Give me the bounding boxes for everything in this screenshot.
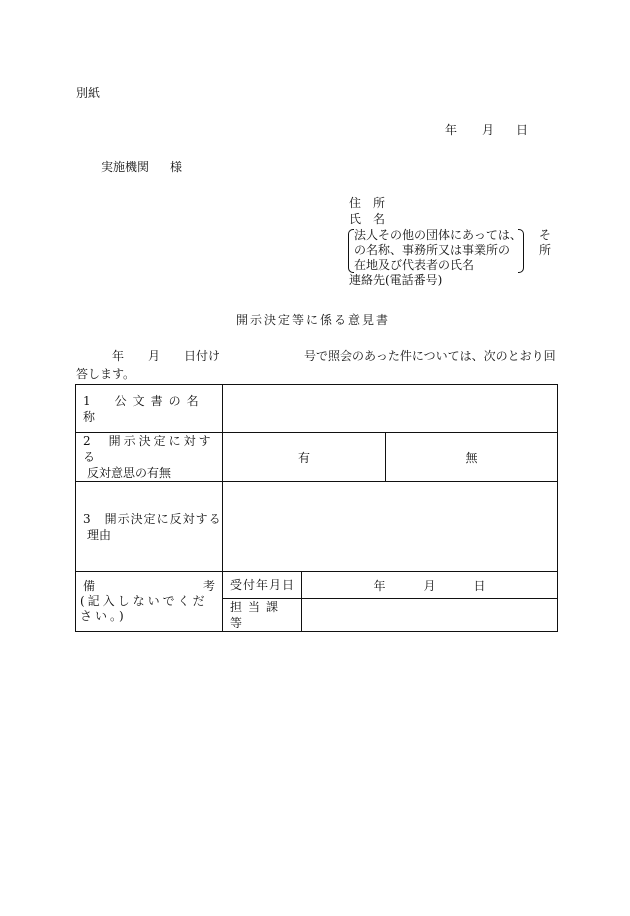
corp-note-line-3: 在地及び代表者の氏名 [354,258,475,272]
date-year: 年 [445,123,458,137]
opinion-form-table [75,384,558,632]
remarks-label: 備 考 (記入しないでください。) [76,572,223,632]
side-char-1: そ [539,228,552,242]
bracket-right [518,229,524,273]
addressee-honorific: 様 [170,160,183,174]
side-char-2: 所 [539,243,552,257]
body-day-dated: 日付け [184,349,221,363]
doc-name-label: 1 公文書の名称 [76,385,223,433]
staff-section-label: 担当課等 [223,599,302,632]
reason-field[interactable] [223,482,558,572]
objection-yes-option[interactable]: 有 [223,433,386,482]
table-row [76,572,558,599]
body-line1-rest: 号で照会のあった件については、次のとおり回 [304,349,556,363]
receipt-date-label: 受付年月日 [223,572,302,599]
objection-no-option[interactable]: 無 [386,433,558,482]
staff-section-field [302,599,558,632]
doc-name-field[interactable] [223,385,558,433]
objection-label: 2 開示決定に対する 反対意思の有無 [76,433,223,482]
table-row [76,433,558,482]
sender-address-label: 住 所 [349,196,386,210]
sender-name-label: 氏 名 [349,212,386,226]
corp-note-line-1: 法人その他の団体にあっては、 [354,228,522,242]
body-month: 月 [148,349,161,363]
receipt-date-field: 年 月 日 [302,572,558,599]
date-day: 日 [516,123,529,137]
corp-note-line-2: の名称、事務所又は事業所の [354,243,511,257]
body-line2: 答します。 [76,367,136,381]
body-year: 年 [112,349,125,363]
attachment-label: 別紙 [76,86,101,100]
sender-contact-label: 連絡先(電話番号) [349,273,443,287]
date-month: 月 [482,123,495,137]
table-row [76,385,558,433]
table-row [76,482,558,572]
addressee-org: 実施機関 [101,160,150,174]
reason-label: 3 開示決定に反対する 理由 [76,482,223,572]
document-title: 開示決定等に係る意見書 [236,313,391,327]
